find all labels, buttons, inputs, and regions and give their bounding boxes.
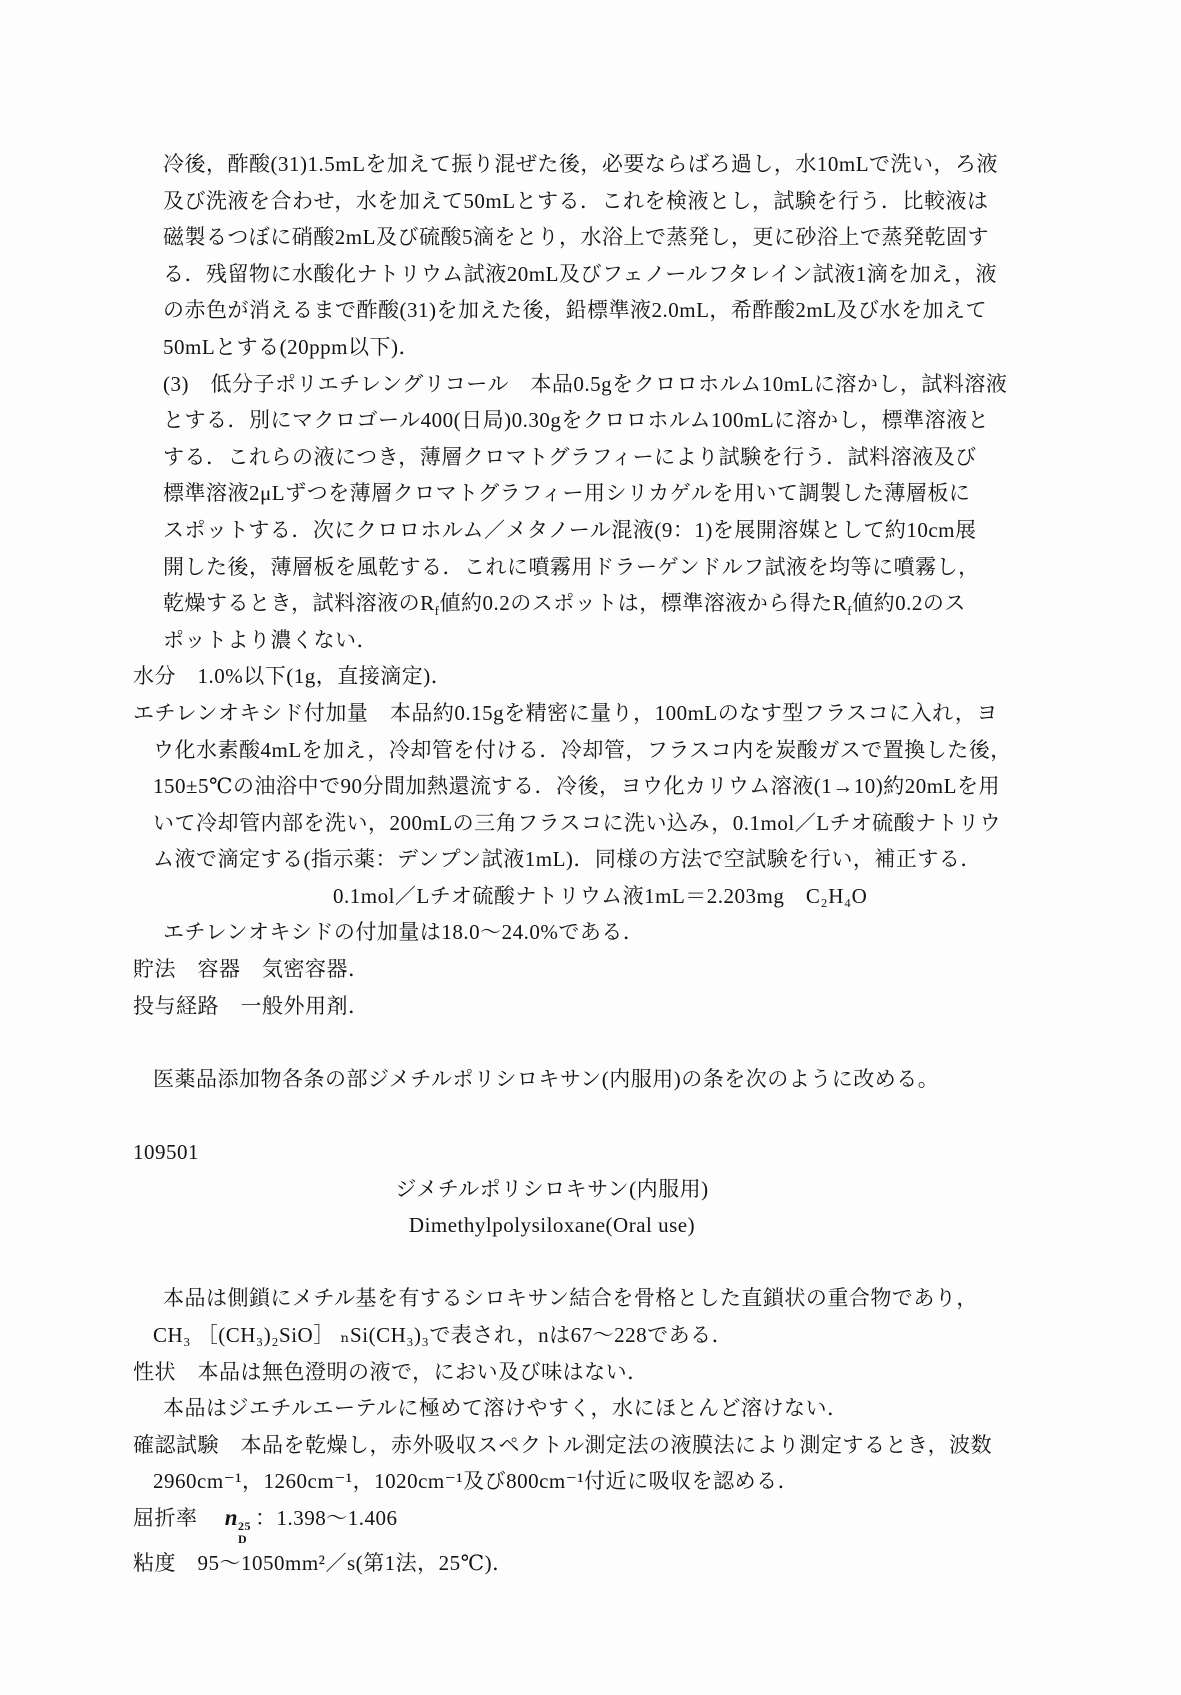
text-line: スポットする．次にクロロホルム／メタノール混液(9：1)を展開溶媒として約10cm展 <box>163 517 977 542</box>
text-line: の赤色が消えるまで酢酸(31)を加えた後，鉛標準液2.0mL，希酢酸2mL及び水を加えて <box>163 298 988 323</box>
product-code: 109501 <box>133 1140 199 1165</box>
text-line: ウ化水素酸4mLを加え，冷却管を付ける．冷却管，フラスコ内を炭酸ガスで置換した後， <box>153 737 1012 762</box>
product-title-ja: ジメチルポリシロキサン(内服用) <box>395 1176 709 1201</box>
text-line: する．これらの液につき，薄層クロマトグラフィーにより試験を行う．試料溶液及び <box>163 444 977 469</box>
ethylene-oxide-entry: エチレンオキシド付加量 本品約0.15gを精密に量り，100mLのなす型フラスコに入れ，ヨ <box>133 700 998 725</box>
text-line: 50mLとする(20ppm以下)． <box>163 334 420 359</box>
text-line: 磁製るつぼに硝酸2mL及び硫酸5滴をとり，水浴上で蒸発し，更に砂浴上で蒸発乾固す <box>163 225 989 250</box>
identification-entry: 確認試験 本品を乾燥し，赤外吸収スペクトル測定法の液膜法により測定するとき，波数 <box>133 1432 993 1457</box>
description-entry: 性状 本品は無色澄明の液で，におい及び味はない． <box>133 1359 649 1384</box>
text-line: 開した後，薄層板を風乾する．これに噴霧用ドラーゲンドルフ試液を均等に噴霧し， <box>163 554 980 579</box>
administration-route-entry: 投与経路 一般外用剤． <box>133 993 370 1018</box>
text-line: ム液で滴定する(指示薬：デンプン試液1mL)．同様の方法で空試験を行い，補正する． <box>153 847 982 872</box>
text-line: 本品はジエチルエーテルに極めて溶けやすく，水にほとんど溶けない． <box>163 1396 849 1421</box>
amendment-note: 医薬品添加物各条の部ジメチルポリシロキサン(内服用)の条を次のように改める。 <box>153 1066 940 1091</box>
text-line: 乾燥するとき，試料溶液の$R_f$値約0.2のスポットは，標準溶液から得た$R_f$値約0.2のス <box>163 591 966 619</box>
text-line: 標準溶液2μLずつを薄層クロマトグラフィー用シリカゲルを用いて調製した薄層板に <box>163 481 971 506</box>
text-line: 冷後，酢酸(31)1.5mLを加えて振り混ぜた後，必要ならばろ過し，水10mLで洗い，ろ液 <box>163 152 999 176</box>
storage-entry: 貯法 容器 気密容器． <box>133 957 370 982</box>
text-line: とする．別にマクロゴール400(日局)0.30gをクロロホルム100mLに溶かし，標準溶液と <box>163 408 990 433</box>
text-line: いて冷却管内部を洗い，200mLの三角フラスコに洗い込み，0.1mol／Lチオ硫酸ナトリウ <box>153 810 1002 835</box>
text-line: 及び洗液を合わせ，水を加えて50mLとする．これを検液とし，試験を行う．比較液は <box>163 188 989 213</box>
product-title-en: Dimethylpolysiloxane(Oral use) <box>408 1213 696 1238</box>
refractive-index-entry: 屈折率 n 25 D ：1.398～1.406 <box>133 1504 398 1546</box>
blank-line <box>133 1244 1121 1281</box>
text-line: る．残留物に水酸化ナトリウム試液20mL及びフェノールフタレイン試液1滴を加え，液 <box>163 261 998 286</box>
text-line: 150±5℃の油浴中で90分間加熱還流する．冷後，ヨウ化カリウム溶液(1→10)約20mLを用 <box>153 774 1000 799</box>
text-line: 2960cm⁻¹，1260cm⁻¹，1020cm⁻¹及び800cm⁻¹付近に吸収を認める． <box>153 1469 800 1494</box>
chemical-formula-line: CH₃ ［(CH₃)₂SiO］ ₙSi(CH₃)₃で表され，nは67～228である． <box>153 1323 734 1347</box>
titration-equivalence-equation: 0.1mol／Lチオ硫酸ナトリウム液1mL＝2.203mg C₂H₄O <box>333 883 868 908</box>
text-line: エチレンオキシドの付加量は18.0～24.0%である． <box>163 920 645 945</box>
low-mw-peg-entry: (3) 低分子ポリエチレングリコール 本品0.5gをクロロホルム10mLに溶かし，試料溶液 <box>163 371 1008 396</box>
text-line: ポットより濃くない． <box>163 627 378 652</box>
blank-line <box>133 1024 1121 1061</box>
blank-line <box>133 1097 1121 1134</box>
water-content-entry: 水分 1.0%以下(1g，直接滴定)． <box>133 664 453 689</box>
viscosity-entry: 粘度 95～1050mm²／s(第1法，25℃)． <box>133 1551 514 1576</box>
text-line: 本品は側鎖にメチル基を有するシロキサン結合を骨格とした直鎖状の重合物であり， <box>163 1286 978 1311</box>
